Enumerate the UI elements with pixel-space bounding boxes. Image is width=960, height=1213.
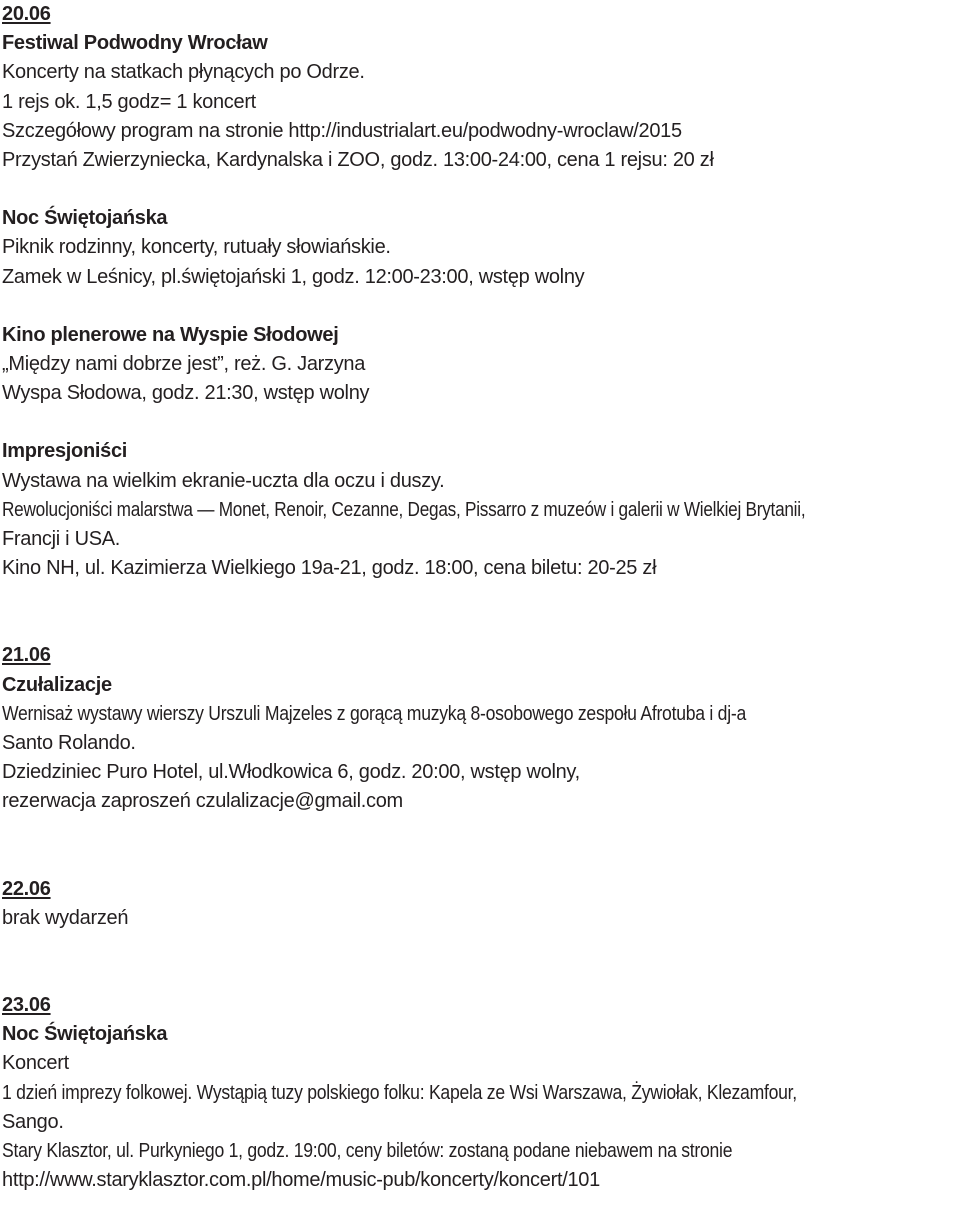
day-date: 23.06 bbox=[2, 994, 51, 1017]
event-description: Sango. bbox=[2, 1110, 64, 1133]
event-title: Noc Świętojańska bbox=[2, 207, 168, 230]
day-date: 21.06 bbox=[2, 644, 51, 667]
day-date: 20.06 bbox=[2, 3, 51, 25]
event-venue-time: Stary Klasztor, ul. Purkyniego 1, godz. 19:00, ceny biletów: zostaną podane niebawem na stronie bbox=[2, 1140, 733, 1163]
event-program-link: Szczegółowy program na stronie http://industrialart.eu/podwodny-wroclaw/2015 bbox=[2, 119, 682, 142]
event-subtitle: Koncert bbox=[2, 1052, 69, 1075]
event-link: http://www.staryklasztor.com.pl/home/music-pub/koncerty/koncert/101 bbox=[2, 1169, 600, 1192]
event-calendar bbox=[2, 0, 957, 1196]
event-festiwal-podwodny bbox=[2, 29, 957, 175]
event-noc-swietojanska bbox=[2, 204, 957, 292]
day-section-20-06 bbox=[2, 0, 957, 583]
day-section-23-06 bbox=[2, 991, 957, 1195]
event-venue-time: Dziedziniec Puro Hotel, ul.Włodkowica 6, godz. 20:00, wstęp wolny, bbox=[2, 761, 580, 784]
day-date: 22.06 bbox=[2, 877, 51, 900]
event-title: Czułalizacje bbox=[2, 673, 112, 696]
event-description: Wernisaż wystawy wierszy Urszuli Majzeles z gorącą muzyką 8-osobowego zespołu Afrotuba i dj-a bbox=[2, 702, 746, 725]
event-venue-time: Przystań Zwierzyniecka, Kardynalska i ZOO, godz. 13:00-24:00, cena 1 rejsu: 20 zł bbox=[2, 149, 714, 172]
event-description: Rewolucjoniści malarstwa — Monet, Renoir, Cezanne, Degas, Pissarro z muzeów i galerii w Wielkiej Brytanii, bbox=[2, 498, 806, 521]
event-venue-time: Wyspa Słodowa, godz. 21:30, wstęp wolny bbox=[2, 382, 370, 405]
event-impresjonisci bbox=[2, 437, 957, 583]
event-kino-plenerowe bbox=[2, 321, 957, 409]
event-czulalizacje bbox=[2, 671, 957, 817]
day-note: brak wydarzeń bbox=[2, 906, 129, 929]
event-description: „Między nami dobrze jest”, reż. G. Jarzyna bbox=[2, 353, 366, 376]
day-section-22-06 bbox=[2, 875, 957, 933]
event-description: 1 dzień imprezy folkowej. Wystąpią tuzy polskiego folku: Kapela ze Wsi Warszawa, Żywiołak, Klezamfour, bbox=[2, 1081, 797, 1104]
day-section-21-06 bbox=[2, 641, 957, 816]
event-description: Koncerty na statkach płynących po Odrze. bbox=[2, 61, 365, 84]
event-venue-time: Kino NH, ul. Kazimierza Wielkiego 19a-21, godz. 18:00, cena biletu: 20-25 zł bbox=[2, 557, 657, 580]
event-description: Santo Rolando. bbox=[2, 732, 136, 755]
event-venue-time: Zamek w Leśnicy, pl.świętojański 1, godz. 12:00-23:00, wstęp wolny bbox=[2, 265, 585, 288]
event-title: Impresjoniści bbox=[2, 440, 128, 463]
event-description: Piknik rodzinny, koncerty, rutuały słowiańskie. bbox=[2, 236, 391, 259]
event-title: Kino plenerowe na Wyspie Słodowej bbox=[2, 323, 339, 346]
event-reservation: rezerwacja zaproszeń czulalizacje@gmail.com bbox=[2, 790, 403, 813]
event-title: Festiwal Podwodny Wrocław bbox=[2, 32, 268, 55]
event-description: 1 rejs ok. 1,5 godz= 1 koncert bbox=[2, 90, 256, 113]
event-description: Wystawa na wielkim ekranie-uczta dla oczu i duszy. bbox=[2, 469, 445, 492]
event-description: Francji i USA. bbox=[2, 528, 121, 551]
event-title: Noc Świętojańska bbox=[2, 1023, 168, 1046]
event-noc-swietojanska-koncert bbox=[2, 1020, 957, 1195]
